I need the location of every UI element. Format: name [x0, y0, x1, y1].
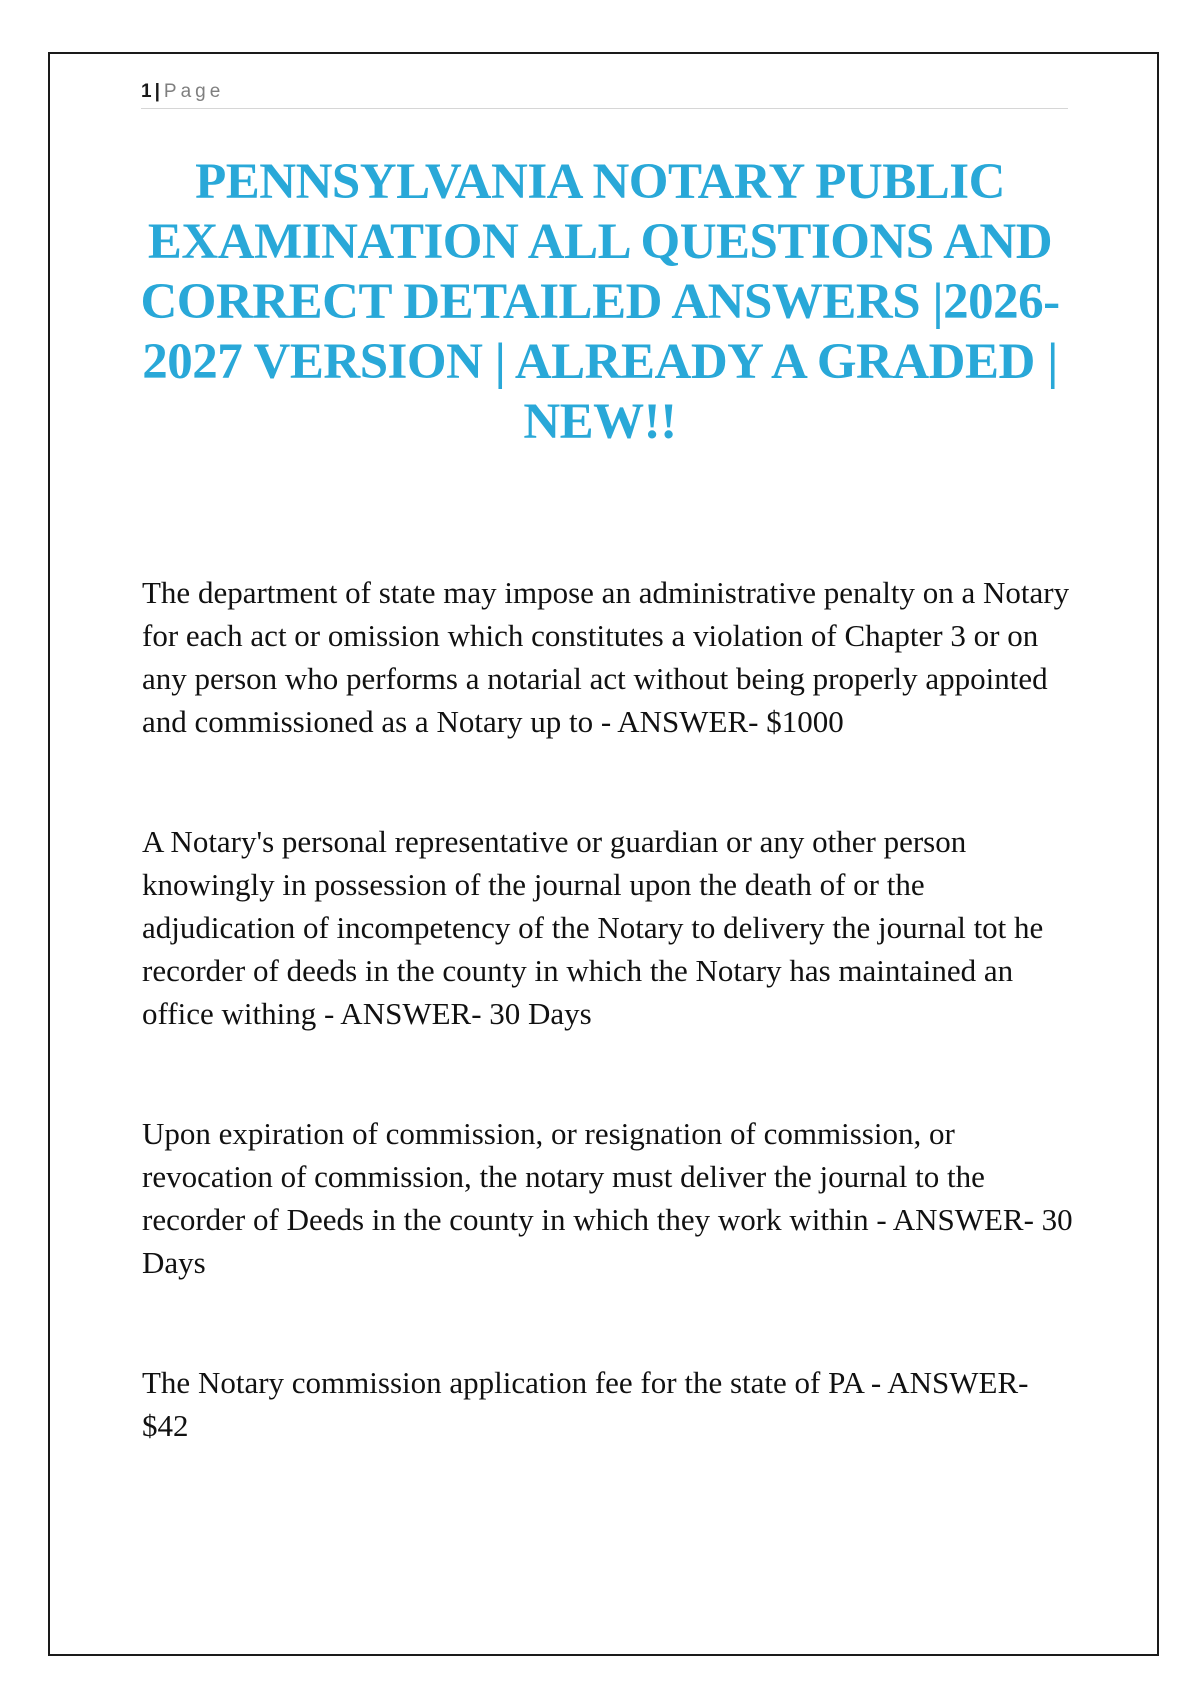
page-number: 1: [141, 81, 152, 102]
qa-item-3: Upon expiration of commission, or resignation of commission, or revocation of commission, the notary must deliver the journal to the recorder of Deeds in the county in which they work within - ANSWER- 30 Days: [142, 1116, 1073, 1280]
document-title: PENNSYLVANIA NOTARY PUBLIC EXAMINATION ALL QUESTIONS AND CORRECT DETAILED ANSWERS |2026-2027 VERSION | ALREADY A GRADED | NEW!!: [140, 154, 1060, 450]
qa-item-1: The department of state may impose an administrative penalty on a Notary for each act or omission which constitutes a violation of Chapter 3 or on any person who performs a notarial act without being properly appointed and commissioned as a Notary up to - ANSWER- $1000: [142, 575, 1070, 739]
page-label: Page: [163, 81, 225, 102]
page-header: [141, 78, 1068, 109]
qa-item-2: A Notary's personal representative or guardian or any other person knowingly in possession of the journal upon the death of or the adjudication of incompetency of the Notary to delivery the journal tot he recorder of deeds in the county in which the Notary has maintained an office withing - ANSWER- 30 Days: [142, 824, 1044, 1031]
page-number-separator: |: [154, 81, 160, 102]
qa-item-4: The Notary commission application fee for the state of PA - ANSWER- $42: [142, 1365, 1029, 1443]
qa-list: [142, 571, 1082, 1447]
